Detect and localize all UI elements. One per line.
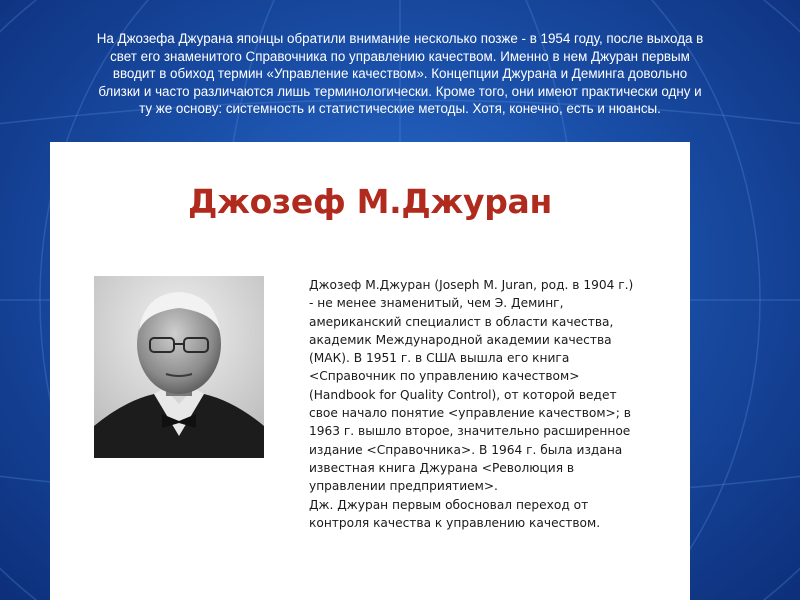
bio-line: (МАК). В 1951 г. в США вышла его книга <box>309 351 570 366</box>
intro-line: свет его знаменитого Справочника по управлению качеством. Именно в нем Джуран первым <box>110 48 690 64</box>
intro-paragraph <box>40 30 760 118</box>
bio-text <box>309 276 669 532</box>
bio-line: управлении предприятием>. <box>309 479 498 494</box>
bio-line: <Справочник по управлению качеством> <box>309 369 580 384</box>
bio-line: свое начало понятие <управление качеством>; в <box>309 406 631 421</box>
bio-line: американский специалист в области качества, <box>309 314 614 329</box>
intro-line: близки и часто различаются лишь терминологически. Кроме того, они имеют практически одну и <box>98 83 702 99</box>
intro-line: вводит в обиход термин «Управление качеством». Концепции Джурана и Деминга довольно <box>112 66 688 81</box>
portrait-photo <box>94 276 264 458</box>
bio-line: издание <Справочника>. В 1964 г. была издана <box>309 442 623 457</box>
portrait-illustration <box>94 276 264 458</box>
intro-line: На Джозефа Джурана японцы обратили внимание несколько позже - в 1954 году, после выхода в <box>96 31 704 46</box>
bio-line: известная книга Джурана <Революция в <box>309 460 575 475</box>
bio-line: 1963 г. вышло второе, значительно расширенное <box>309 424 631 439</box>
intro-line: ту же основу: системность и статистические методы. Хотя, конечно, есть и нюансы. <box>139 101 661 116</box>
bio-line: - не менее знаменитый, чем Э. Деминг, <box>309 296 564 311</box>
slide-image-card <box>50 142 690 600</box>
bio-line: Дж. Джуран первым обосновал переход от <box>309 497 589 512</box>
bio-line: контроля качества к управлению качеством. <box>309 515 601 530</box>
bio-line: (Handbook for Quality Control), от которой ведет <box>309 387 617 402</box>
card-title: Джозеф М.Джуран <box>188 182 552 221</box>
bio-line: академик Международной академии качества <box>309 332 612 347</box>
bio-line: Джозеф М.Джуран (Joseph M. Juran, род. в 1904 г.) <box>309 278 634 292</box>
